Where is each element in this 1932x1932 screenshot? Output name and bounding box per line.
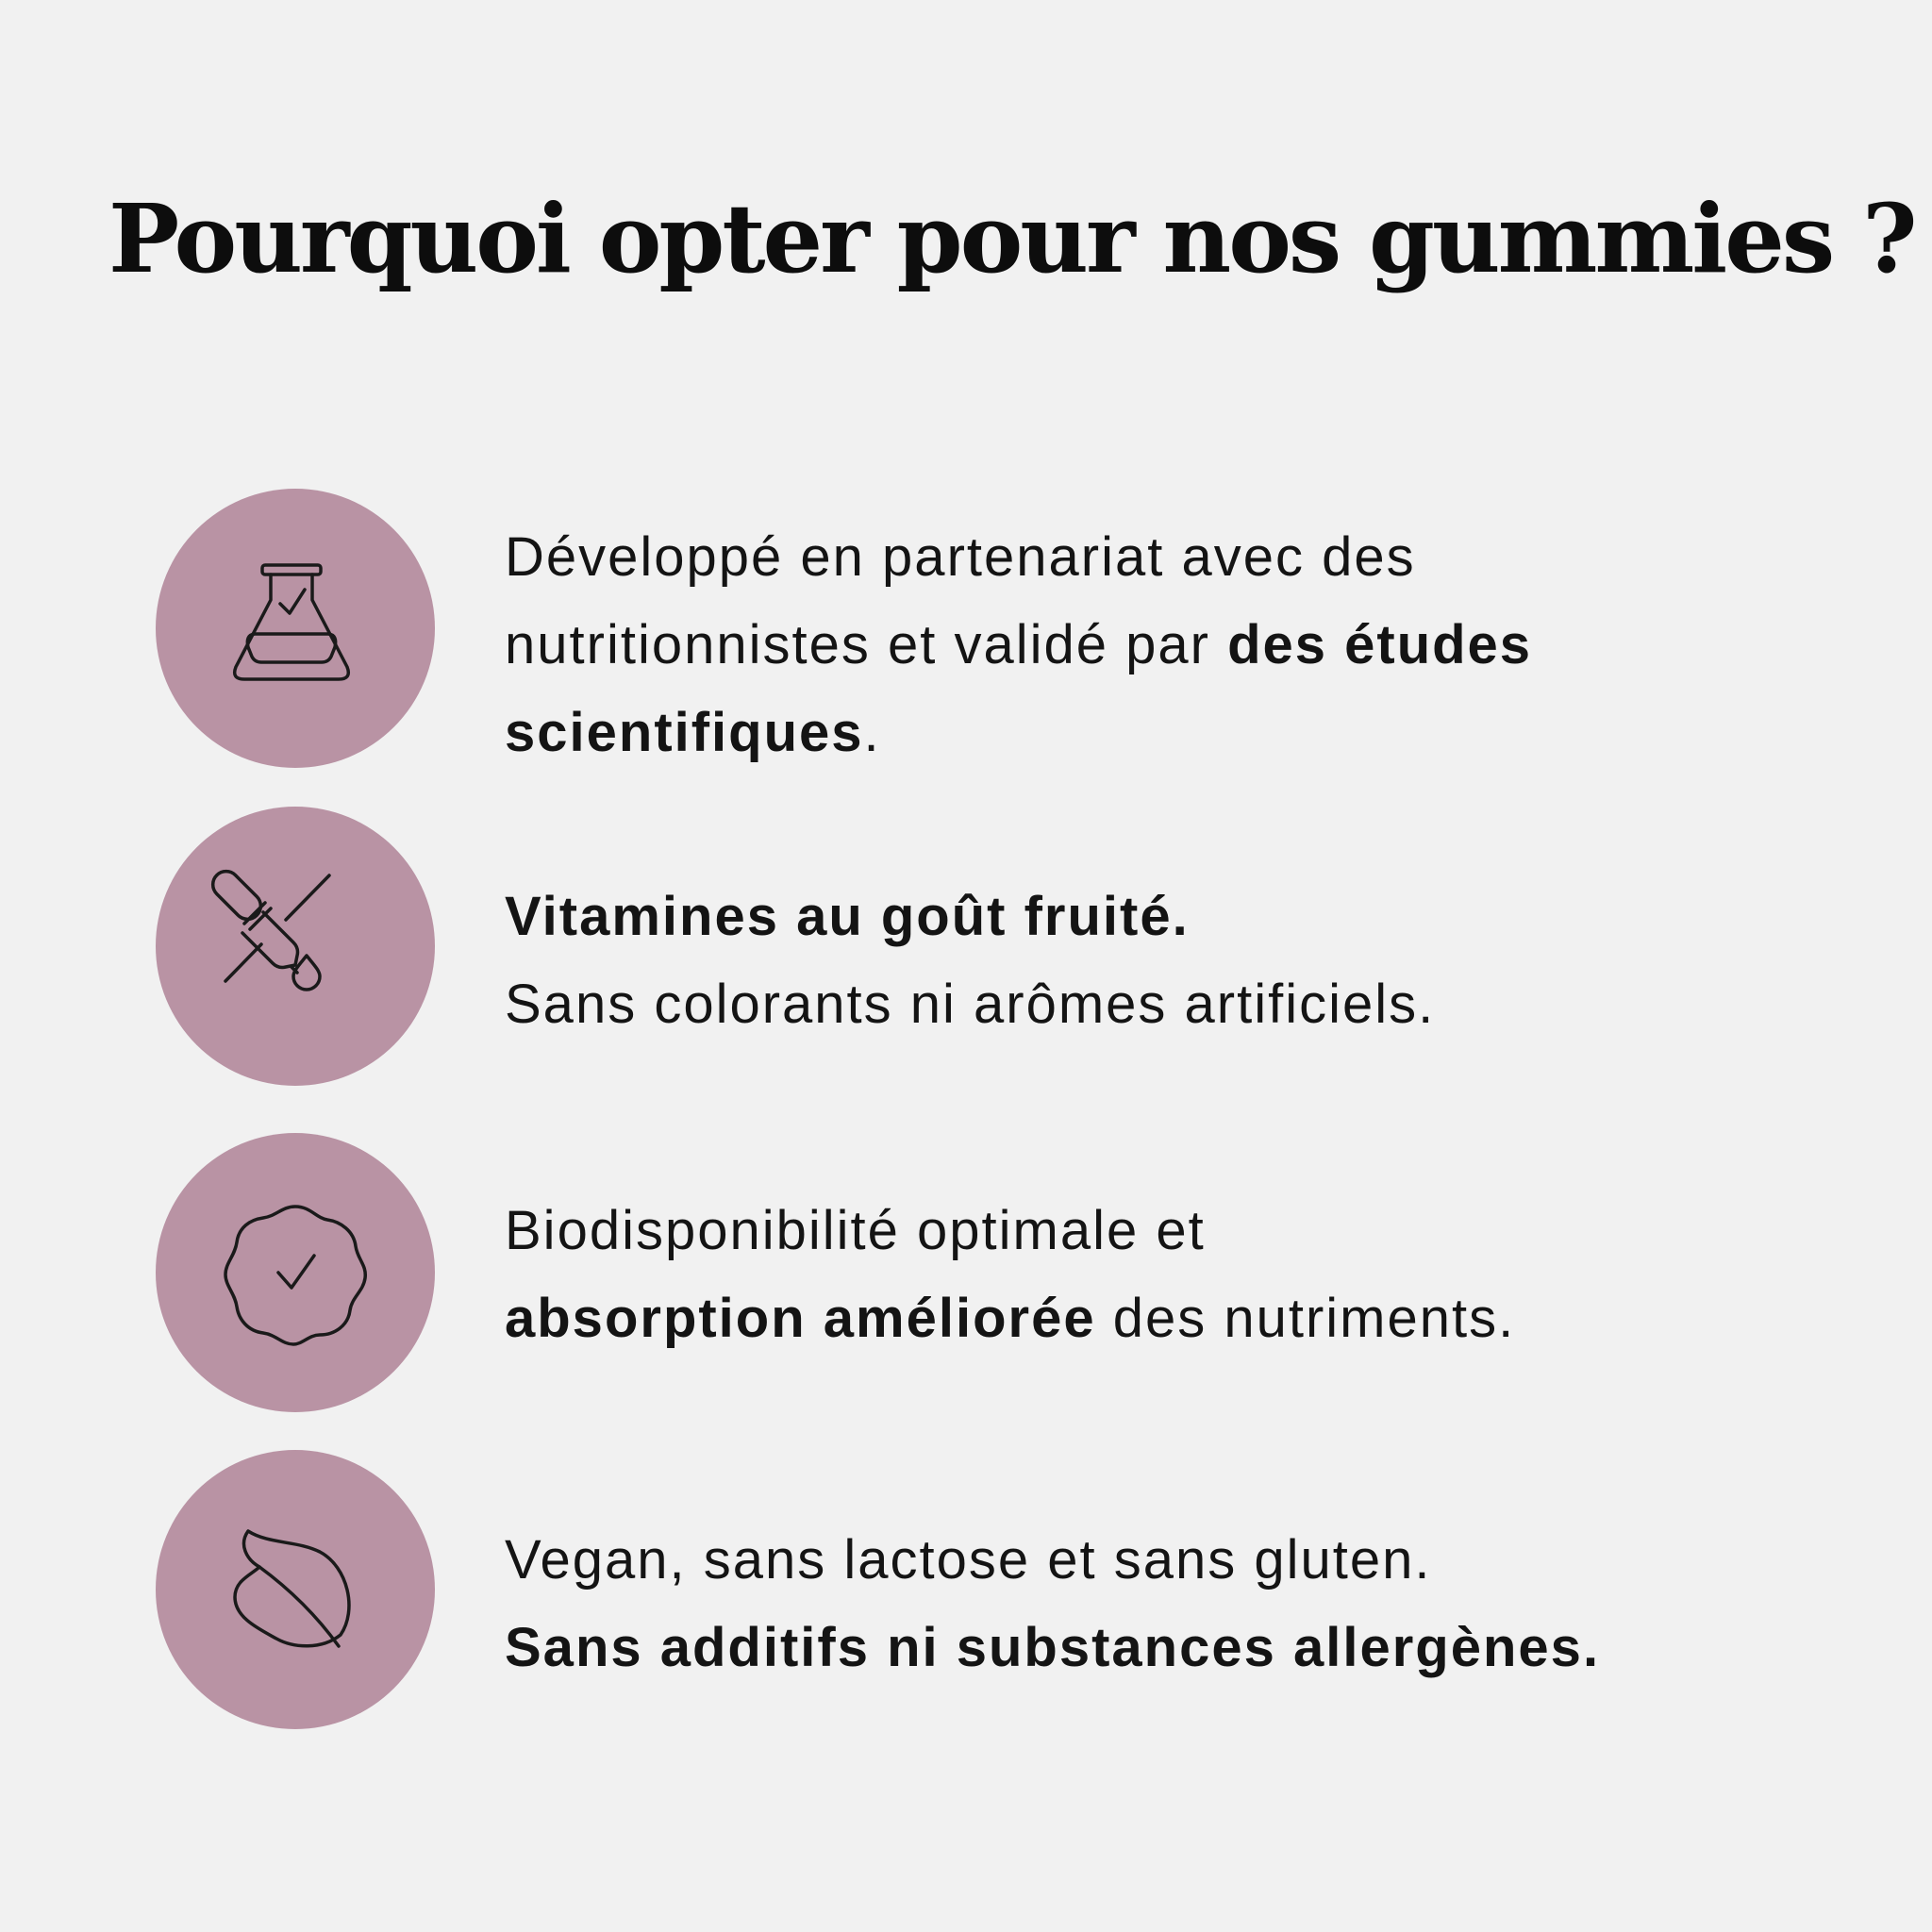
badge-check-icon — [156, 1133, 435, 1412]
feature-line — [505, 1274, 1825, 1362]
feature-text-normal: . — [863, 702, 881, 763]
feature-line: Vegan, sans lactose et sans gluten. — [505, 1529, 1432, 1591]
feature-icon-circle — [156, 1450, 435, 1729]
flask-check-icon — [156, 489, 435, 768]
feature-text-bold: scientifiques — [505, 702, 864, 763]
feature-icon-circle — [156, 807, 435, 1086]
feature-text — [505, 873, 1825, 1048]
feature-line: Développé en partenariat avec des — [505, 526, 1416, 588]
feature-text-bold: Vitamines au goût fruité. — [505, 886, 1190, 947]
feature-text-bold: des études — [1227, 614, 1533, 675]
feature-text-normal: des nutriments. — [1095, 1288, 1516, 1349]
feature-line — [505, 1604, 1825, 1691]
dropper-crossed-icon — [156, 807, 435, 1086]
feature-line — [505, 601, 1825, 689]
feature-text-bold: absorption améliorée — [505, 1288, 1096, 1349]
feature-text-normal: nutritionnistes et validé par — [505, 614, 1228, 675]
feature-text-bold: Sans additifs ni substances allergènes. — [505, 1617, 1601, 1678]
feature-line — [505, 873, 1825, 960]
feature-line: Biodisponibilité optimale et — [505, 1200, 1206, 1261]
page-title: Pourquoi opter pour nos gummies ? — [108, 183, 1915, 294]
feature-icon-circle — [156, 1133, 435, 1412]
feature-line: Sans colorants ni arômes artificiels. — [505, 974, 1436, 1035]
feature-text — [505, 513, 1825, 776]
feature-icon-circle — [156, 489, 435, 768]
feature-line — [505, 689, 1825, 776]
leaf-icon — [156, 1450, 435, 1729]
feature-text — [505, 1187, 1825, 1362]
feature-text — [505, 1516, 1825, 1691]
